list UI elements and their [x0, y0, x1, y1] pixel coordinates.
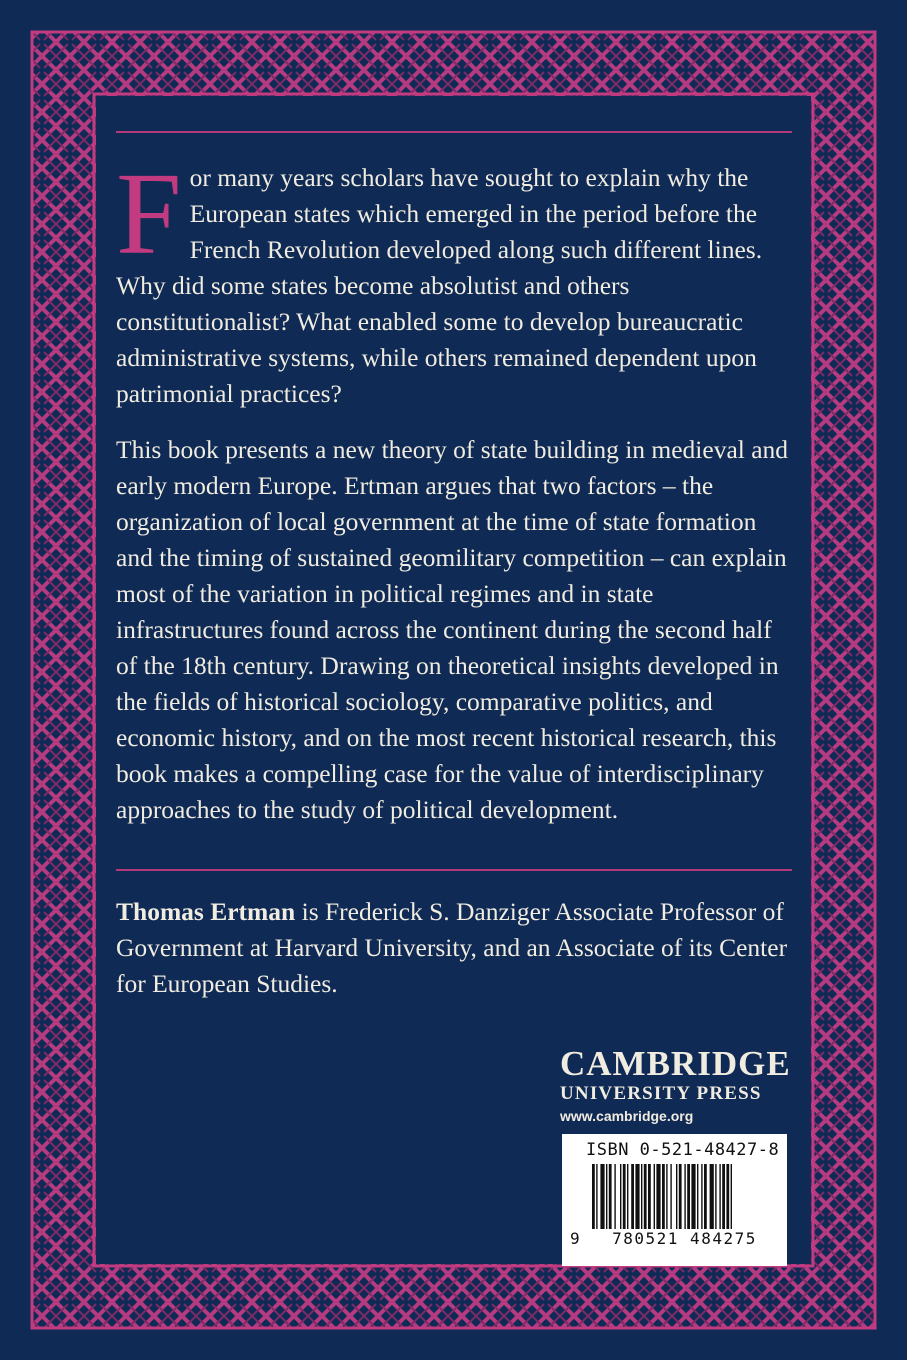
- blurb-paragraph-2: This book presents a new theory of state building in medieval and early modern Europe. Ertman argues that two factors – the organization of local government at the time of state formation and the timing of sustained geomilitary competition – can explain most of the variation in political regimes and in state infrastructures found across the continent during the second half of the 18th century. Drawing on theoretical insights developed in the fields of historical sociology, comparative politics, and economic history, and on the most recent historical research, this book makes a compelling case for the value of interdisciplinary approaches to the study of political development.: [116, 435, 789, 824]
- blurb-paragraph-1: [116, 148, 798, 412]
- blurb-paragraph-1-text: or many years scholars have sought to explain why the European states which emerged in the period before the French Revolution developed along such different lines. Why did some states become absolutist and others constitutionalist? What enabled some to develop bureaucratic administrative systems, while others remained dependent upon patrimonial practices?: [116, 163, 763, 408]
- publisher-logo: [560, 1046, 790, 1126]
- top-divider: [116, 131, 792, 133]
- ean-first-digit: 9: [570, 1229, 580, 1248]
- author-bio: [116, 894, 798, 1002]
- isbn-number: ISBN 0-521-48427-8: [586, 1140, 780, 1160]
- publisher-name: CAMBRIDGE: [560, 1044, 791, 1083]
- publisher-press: UNIVERSITY PRESS: [560, 1083, 762, 1104]
- ean-digits: 780521 484275: [592, 1229, 777, 1248]
- author-name: Thomas Ertman: [116, 897, 296, 926]
- drop-cap: F: [116, 148, 182, 279]
- middle-divider: [116, 869, 792, 871]
- author-bio-text: is Frederick S. Danziger Associate Professor of Government at Harvard University, and an Associate of its Center for European Studies.: [116, 897, 788, 998]
- publisher-url: www.cambridge.org: [560, 1108, 694, 1124]
- barcode-label: [562, 1134, 787, 1266]
